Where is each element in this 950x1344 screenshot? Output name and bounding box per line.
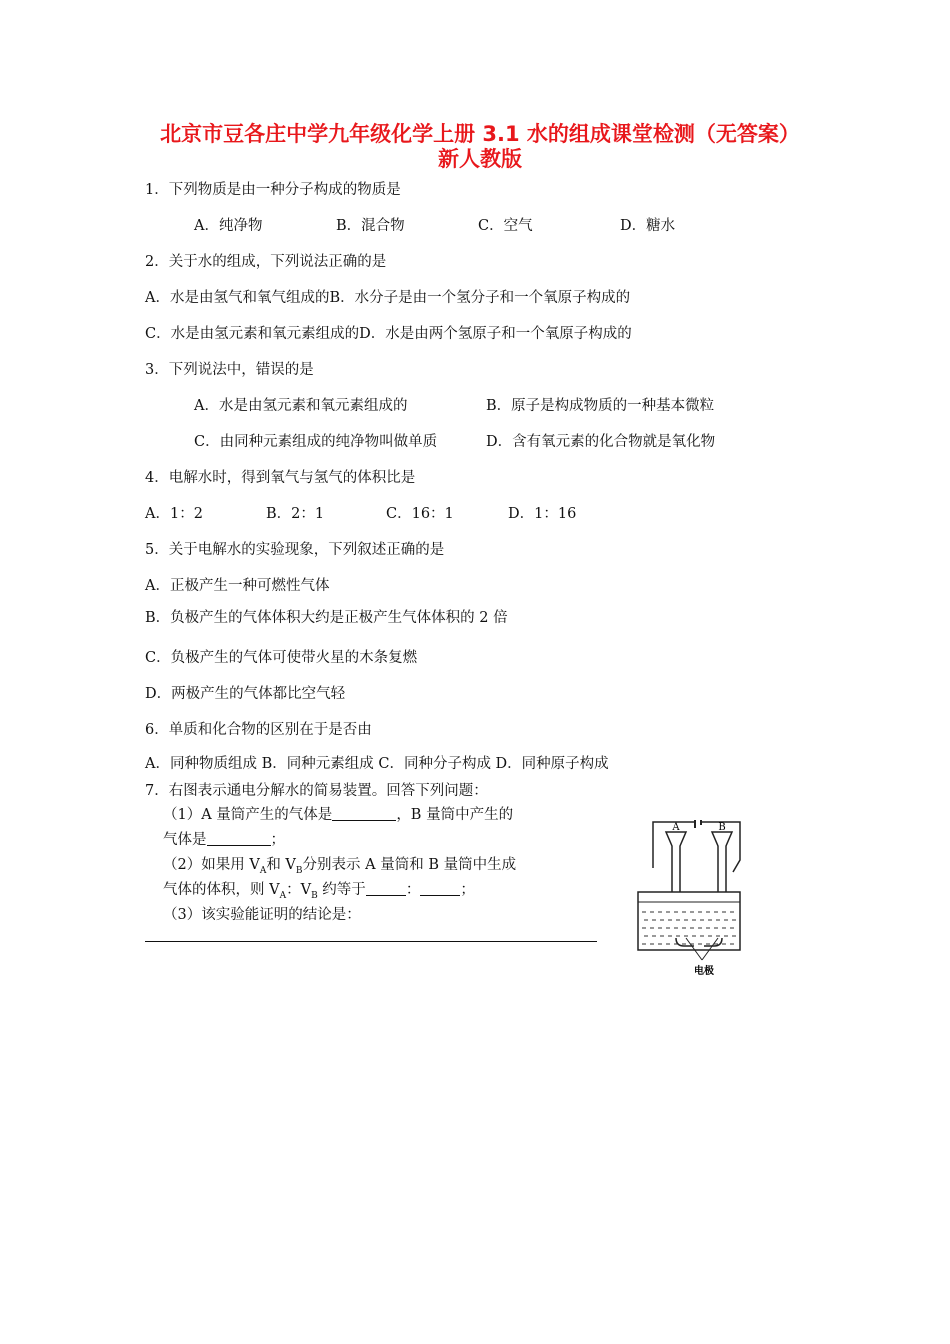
q7-part-2-text-f: 约等于 [317, 882, 366, 898]
q7-part-1-text-b: ，B 量筒中产生的 [396, 807, 514, 823]
q3-option-d: D．含有氧元素的化合物就是氧化物 [486, 434, 716, 450]
q4-option-b: B．2：1 [266, 506, 325, 522]
q4-option-d: D．1：16 [508, 506, 577, 522]
q7-part-3: （3）该实验能证明的结论是： [163, 907, 361, 923]
q7-part-1-text-d: ； [270, 832, 285, 848]
q3-option-a: A．水是由氢元素和氧元素组成的 [194, 398, 408, 414]
q7-part-2-text-b: 和 V [266, 857, 296, 873]
q1-option-a: A．纯净物 [194, 218, 263, 234]
question-3-options-row1 [0, 394, 950, 414]
subscript-b: B [295, 865, 303, 876]
q7-part-2-text-h: ； [460, 882, 475, 898]
question-1-stem: 1．下列物质是由一种分子构成的物质是 [145, 182, 401, 198]
question-2-options-line1: A．水是由氢气和氧气组成的B．水分子是由一个氢分子和一个氧原子构成的 [145, 290, 631, 306]
q1-option-b: B．混合物 [336, 218, 405, 234]
q1-option-c: C．空气 [478, 218, 533, 234]
question-4-options [0, 502, 950, 522]
q7-part-2-text-e: ：V [286, 882, 312, 898]
subscript-a: A [259, 865, 267, 876]
question-2-stem: 2．关于水的组成，下列说法正确的是 [145, 254, 387, 270]
q4-option-c: C．16：1 [386, 506, 454, 522]
q5-option-d: D．两极产生的气体都比空气轻 [145, 686, 346, 702]
answer-blank[interactable] [332, 806, 396, 821]
subscript-a: A [279, 890, 287, 901]
answer-line[interactable] [145, 941, 597, 942]
question-6-options: A．同种物质组成 B．同种元素组成 C．同种分子构成 D．同种原子构成 [145, 756, 609, 772]
q5-option-c: C．负极产生的气体可使带火星的木条复燃 [145, 650, 418, 666]
question-5-stem: 5．关于电解水的实验现象，下列叙述正确的是 [145, 542, 445, 558]
q7-part-2-line1 [163, 853, 516, 876]
label-a: A [672, 822, 680, 833]
q4-option-a: A．1：2 [145, 506, 203, 522]
question-6-stem: 6．单质和化合物的区别在于是否由 [145, 722, 372, 738]
answer-blank[interactable] [366, 881, 406, 896]
question-3-stem: 3．下列说法中，错误的是 [145, 362, 314, 378]
answer-blank[interactable] [420, 881, 460, 896]
q7-part-2-line2 [163, 878, 475, 901]
q7-part-2-text-g: ： [405, 882, 421, 898]
q1-option-d: D．糖水 [620, 218, 676, 234]
q7-part-1-text-a: （1）A 量筒产生的气体是 [163, 807, 333, 823]
q5-option-b: B．负极产生的气体体积大约是正极产生气体体积的 2 倍 [145, 610, 508, 626]
q7-part-2-text-d: 气体的体积，则 V [163, 882, 280, 898]
label-electrode: 电极 [694, 966, 714, 977]
question-4-stem: 4．电解水时，得到氧气与氢气的体积比是 [145, 470, 416, 486]
q7-part-1-line2 [163, 828, 285, 849]
q7-part-1-text-c: 气体是 [163, 832, 207, 848]
q7-part-2-text-c: 分别表示 A 量筒和 B 量筒中生成 [302, 857, 517, 873]
subscript-b: B [311, 890, 318, 901]
question-2-options-line2: C．水是由氢元素和氧元素组成的D．水是由两个氢原子和一个氧原子构成的 [145, 326, 632, 342]
q3-option-c: C．由同种元素组成的纯净物叫做单质 [194, 434, 438, 450]
q5-option-a: A．正极产生一种可燃性气体 [145, 578, 330, 594]
electrolysis-apparatus-figure [628, 820, 748, 980]
question-3-options-row2 [0, 430, 950, 450]
page-title: 北京市豆各庄中学九年级化学上册 3.1 水的组成课堂检测（无答案） 新人教版 [160, 122, 800, 171]
q3-option-b: B．原子是构成物质的一种基本微粒 [486, 398, 715, 414]
question-7-stem: 7．右图表示通电分解水的简易装置。回答下列问题： [145, 783, 488, 799]
answer-blank[interactable] [207, 831, 271, 846]
label-b: B [718, 822, 726, 833]
q7-part-2-text-a: （2）如果用 V [163, 857, 260, 873]
q7-part-1-line1 [163, 803, 513, 824]
question-1-options [0, 214, 950, 234]
